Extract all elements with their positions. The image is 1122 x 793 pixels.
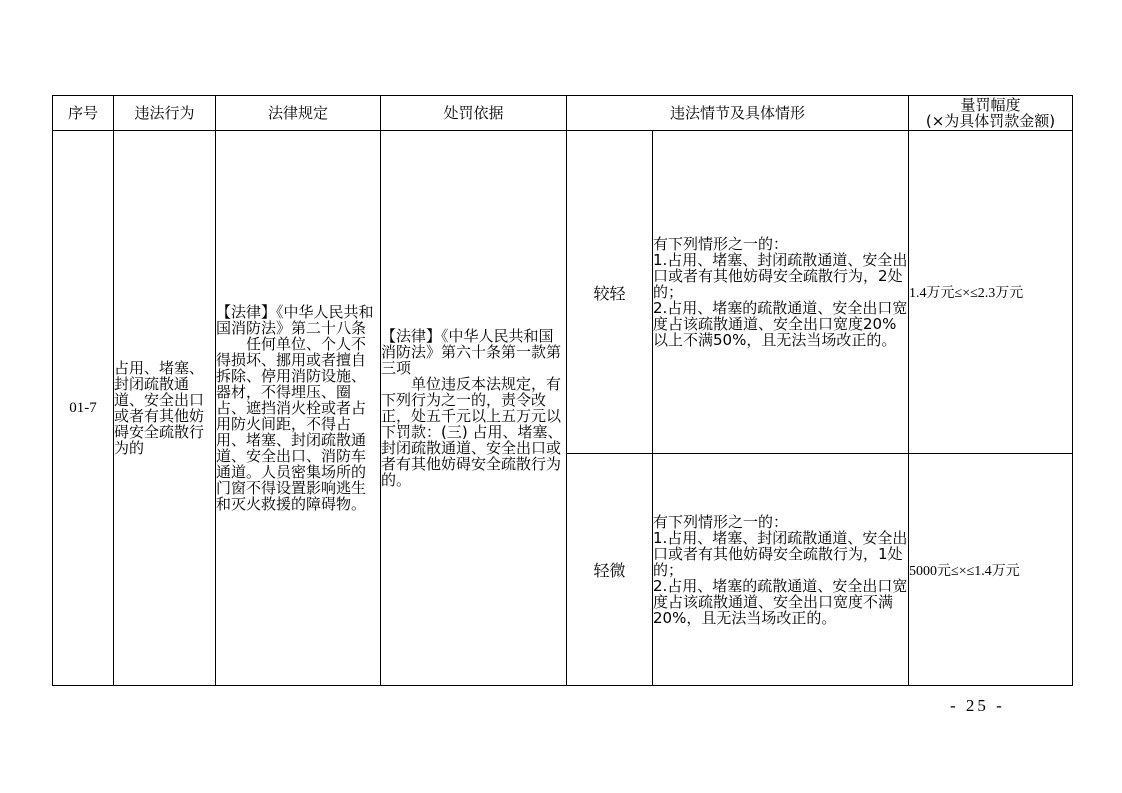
row-number: 01-7: [53, 131, 114, 686]
detail-intro: 有下列情形之一的：: [653, 512, 789, 531]
detail-item-2: 2.占用、堵塞的疏散通道、安全出口宽度占该疏散通道、安全出口宽度20%以上不满50%，且无法当场改正的。: [653, 299, 908, 349]
header-range-note: (×为具体罚款金额): [925, 112, 1056, 130]
basis-title: 【法律】《中华人民共和国消防法》第六十条第一款第三项: [381, 327, 562, 377]
detail-item-2: 2.占用、堵塞的疏散通道、安全出口宽度占该疏散通道、安全出口宽度不满20%，且无法当场改正的。: [653, 576, 908, 627]
violation-act: 占用、堵塞、封闭疏散通道、安全出口或者有其他妨碍安全疏散行为的: [114, 131, 216, 686]
law-title: 【法律】《中华人民共和国消防法》第二十八条: [216, 303, 374, 337]
table-row: [53, 131, 1073, 454]
fine-range: 1.4万元≤×≤2.3万元: [909, 131, 1073, 454]
header-no: 序号: [53, 96, 114, 131]
detail-item-1: 1.占用、堵塞、封闭疏散通道、安全出口或者有其他妨碍安全疏散行为，1处的；: [653, 528, 908, 579]
detail-item-1: 1.占用、堵塞、封闭疏散通道、安全出口或者有其他妨碍安全疏散行为，2处的；: [653, 251, 908, 301]
law-body: 任何单位、个人不得损坏、挪用或者擅自拆除、停用消防设施、器材，不得埋压、圈占、遮挡消火栓或者占用防火间距，不得占用、堵塞、封闭疏散通道、安全出口、消防车通道。人员密集场所的门窗不得设置影响逃生和灭火救援的障碍物。: [216, 335, 367, 513]
detail-intro: 有下列情形之一的：: [653, 235, 789, 253]
level-label: 较轻: [567, 131, 653, 454]
level-label: 轻微: [567, 454, 653, 686]
header-range-title: 量罚幅度: [960, 96, 1021, 114]
law-provision: [216, 131, 381, 686]
page-number: - 25 -: [950, 696, 1005, 715]
level-detail: [653, 454, 909, 686]
header-circumstance: 违法情节及具体情形: [567, 96, 909, 131]
level-detail: [653, 131, 909, 454]
header-act: 违法行为: [114, 96, 216, 131]
header-basis: 处罚依据: [381, 96, 567, 131]
header-row: [53, 96, 1073, 131]
fine-range: 5000元≤×≤1.4万元: [909, 454, 1073, 686]
penalty-table: [52, 95, 1073, 686]
header-range: [909, 96, 1073, 131]
header-law: 法律规定: [216, 96, 381, 131]
penalty-basis: [381, 131, 567, 686]
basis-body: 单位违反本法规定，有下列行为之一的，责令改正，处五千元以上五万元以下罚款：(三) 占用、堵塞、封闭疏散通道、安全出口或者有其他妨碍安全疏散行为的。: [381, 375, 563, 489]
